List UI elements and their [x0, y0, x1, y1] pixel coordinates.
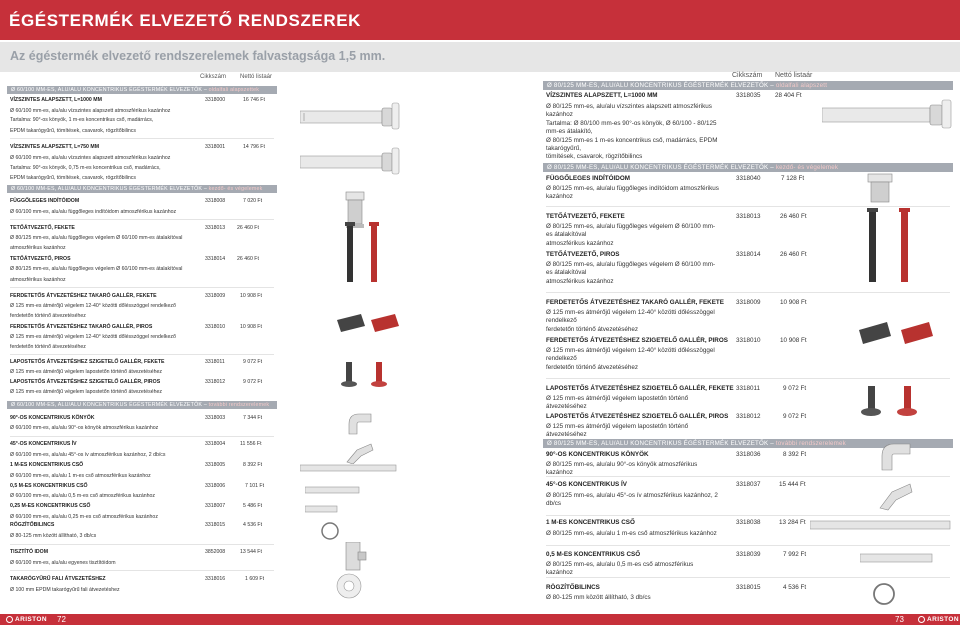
- clamp-image: [320, 520, 340, 542]
- product-code: 3318012: [205, 379, 226, 385]
- product-code: 3318015: [205, 522, 226, 528]
- product-description: tömítések, csavarok, rögzítőbilincs: [546, 153, 643, 160]
- row-divider: [10, 544, 274, 545]
- page-number-left: 72: [57, 615, 66, 624]
- clamp-image: [870, 580, 898, 608]
- product-code: 3318013: [205, 225, 226, 231]
- product-name: 45°-OS KONCENTRIKUS ÍV: [10, 441, 77, 447]
- row-divider: [10, 138, 274, 139]
- product-description: Ø 60/100 mm-es, alu/alu vízszintes alapszett atmoszférikus kazánhoz: [10, 108, 171, 114]
- product-code: 3318001: [205, 144, 226, 150]
- product-description: atmoszférikus kazánhoz: [10, 245, 66, 251]
- pipe-0-5m-image: [860, 553, 940, 563]
- product-price: 4 536 Ft: [243, 522, 263, 528]
- roof-terminal-image: [855, 208, 935, 286]
- product-description: Ø 80/125 mm-es, alu/alu függőleges végelem Ø 60/100 mm-es átalakítóval: [546, 223, 716, 238]
- product-description: Ø 125 mm-es átmérőjű végelem lapostetőn történő átvezetéséhez: [10, 389, 162, 395]
- product-description: Ø 80/125 mm-es, alu/alu függőleges végelem Ø 60/100 mm-es átalakítóval: [10, 235, 183, 241]
- product-price: 9 072 Ft: [783, 385, 807, 392]
- product-name: FÜGGŐLEGES INDÍTÓIDOM: [10, 198, 80, 204]
- product-description: Ø 80/125 mm-es 1 m-es koncentrikus cső, madárrács, EPDM takarógyűrű,: [546, 137, 718, 152]
- product-price: 14 796 Ft: [243, 144, 265, 150]
- product-name: 90°-OS KONCENTRIKUS KÖNYÖK: [10, 415, 95, 421]
- product-price: 13 544 Ft: [240, 549, 262, 555]
- roof-terminal-image: [335, 222, 405, 286]
- product-price: 4 536 Ft: [783, 584, 807, 591]
- product-price: 26 460 Ft: [780, 213, 807, 220]
- product-name: FERDETETŐS ÁTVEZETÉSHEZ TAKARÓ GALLÉR, PIROS: [10, 324, 153, 330]
- category-header: Ø 60/100 MM-ES, ALU/ALU KONCENTRIKUS ÉGÉSTERMÉK ELVEZETŐK – kezdő- és végelemek: [7, 185, 277, 193]
- product-description: Ø 125 mm-es átmérőjű végelem 12-40° közötti dőlésszöggel rendelkező: [10, 334, 176, 340]
- roof-collar-image: [855, 296, 945, 366]
- product-description: Ø 60/100 mm-es, alu/alu 0,5 m-es cső atmoszférikus kazánhoz: [10, 493, 156, 499]
- row-divider: [546, 545, 950, 546]
- product-price: 15 444 Ft: [779, 481, 806, 488]
- row-divider: [10, 219, 274, 220]
- product-name: TAKARÓGYŰRŰ FALI ÁTVEZETÉSHEZ: [10, 576, 106, 582]
- product-name: LAPOSTETŐS ÁTVEZETÉSHEZ SZIGETELŐ GALLÉR, FEKETE: [10, 359, 165, 365]
- product-description: ferdetetőn történő átvezetéséhez: [546, 364, 639, 371]
- product-price: 7 992 Ft: [783, 551, 807, 558]
- wall-rosette-image: [335, 572, 365, 602]
- product-description: atmoszférikus kazánhoz: [546, 240, 614, 247]
- product-code: 3318012: [736, 413, 761, 420]
- product-price: 9 072 Ft: [243, 359, 263, 365]
- product-price: 13 284 Ft: [779, 519, 806, 526]
- product-price: 26 460 Ft: [780, 251, 807, 258]
- product-description: Ø 60/100 mm-es, alu/alu 90°-os könyök atmoszférikus kazánhoz: [10, 425, 159, 431]
- product-description: Ø 125 mm-es átmérőjű végelem 12-40° közötti dőlésszöggel rendelkező: [546, 347, 715, 362]
- product-description: Ø 125 mm-es átmérőjű végelem 12-40° közötti dőlésszöggel rendelkező: [546, 309, 715, 324]
- product-name: FERDETETŐS ÁTVEZETÉSHEZ TAKARÓ GALLÉR, FEKETE: [10, 293, 157, 299]
- brand-mark-icon: [918, 616, 925, 623]
- product-name: VÍZSZINTES ALAPSZETT, L=1000 MM: [546, 92, 658, 99]
- product-code: 3318000: [205, 97, 226, 103]
- product-code: 3318039: [736, 551, 761, 558]
- product-name: FERDETETŐS ÁTVEZETÉSHEZ TAKARÓ GALLÉR, FEKETE: [546, 299, 724, 306]
- product-description: Ø 60/100 mm-es, alu/alu egyenes tisztítóidom: [10, 560, 116, 566]
- product-price: 9 072 Ft: [243, 379, 263, 385]
- column-header-code: Cikkszám: [732, 72, 763, 79]
- product-name: VÍZSZINTES ALAPSZETT, L=750 MM: [10, 144, 100, 150]
- product-description: Tartalma: Ø 80/100 mm-es 90°-os könyök, Ø 60/100 - 80/125 mm-es átalakító,: [546, 120, 717, 135]
- row-divider: [10, 436, 274, 437]
- page-subtitle: Az égéstermék elvezető rendszerelemek falvastagsága 1,5 mm.: [10, 49, 386, 63]
- product-description: Ø 60/100 mm-es, alu/alu függőleges indítóidom atmoszférikus kazánhoz: [10, 209, 177, 215]
- product-name: TISZTÍTÓ IDOM: [10, 549, 49, 555]
- product-code: 3318014: [205, 256, 226, 262]
- product-code: 3318008: [205, 198, 226, 204]
- pipe-1m-image: [300, 464, 400, 472]
- pipe-0-25m-image: [305, 505, 345, 513]
- product-code: 3318015: [736, 584, 761, 591]
- product-code: 3318016: [205, 576, 226, 582]
- product-name: TETŐÁTVEZETŐ, FEKETE: [10, 225, 75, 231]
- product-description: Ø 80/125 mm-es, alu/alu függőleges végelem Ø 60/100 mm-es átalakítóval: [10, 266, 183, 272]
- product-name: RÖGZÍTŐBILINCS: [546, 584, 600, 591]
- product-price: 26 460 Ft: [237, 225, 259, 231]
- roof-collar-image: [335, 290, 405, 350]
- page-title: ÉGÉSTERMÉK ELVEZETŐ RENDSZEREK: [9, 11, 362, 30]
- category-header: Ø 60/100 MM-ES, ALU/ALU KONCENTRIKUS ÉGÉSTERMÉK ELVEZETŐK – további rendszerelemek: [7, 401, 277, 409]
- product-code: 3318004: [205, 441, 226, 447]
- product-code: 3318013: [736, 213, 761, 220]
- pipe-0-5m-image: [305, 486, 365, 494]
- product-price: 26 460 Ft: [237, 256, 259, 262]
- product-name: 90°-OS KONCENTRIKUS KÖNYÖK: [546, 451, 649, 458]
- product-code: 3318040: [736, 175, 761, 182]
- elbow-90-image: [345, 410, 375, 440]
- row-divider: [546, 378, 950, 379]
- product-code: 3318010: [736, 337, 761, 344]
- product-name: 45°-OS KONCENTRIKUS ÍV: [546, 481, 627, 488]
- product-name: LAPOSTETŐS ÁTVEZETÉSHEZ SZIGETELŐ GALLÉR, PIROS: [10, 379, 161, 385]
- product-code: 3318014: [736, 251, 761, 258]
- product-price: 7 128 Ft: [781, 175, 805, 182]
- product-price: 7 344 Ft: [243, 415, 263, 421]
- product-price: 10 908 Ft: [780, 337, 807, 344]
- flat-roof-collar-image: [860, 382, 930, 430]
- brand-logo: ARISTON: [6, 615, 47, 624]
- row-divider: [546, 292, 950, 293]
- row-divider: [546, 577, 950, 578]
- product-name: 1 M-ES KONCENTRIKUS CSŐ: [10, 462, 84, 468]
- product-price: 7 020 Ft: [243, 198, 263, 204]
- product-description: Ø 80/125 mm-es, alu/alu függőleges végelem Ø 60/100 mm-es átalakítóval: [546, 261, 716, 276]
- product-description: Tartalma: 90°-os könyök, 1 m-es koncentrikus cső, madárrács,: [10, 117, 154, 123]
- product-name: LAPOSTETŐS ÁTVEZETÉSHEZ SZIGETELŐ GALLÉR, PIROS: [546, 413, 729, 420]
- product-name: 1 M-ES KONCENTRIKUS CSŐ: [546, 519, 635, 526]
- product-description: atmoszférikus kazánhoz: [546, 278, 614, 285]
- row-divider: [546, 515, 950, 516]
- product-price: 28 404 Ft: [775, 92, 802, 99]
- product-description: Ø 80/125 mm-es, alu/alu 45°-os ív atmoszférikus kazánhoz, 2 db/cs: [546, 492, 718, 507]
- product-code: 3318003: [205, 415, 226, 421]
- product-price: 8 392 Ft: [783, 451, 807, 458]
- product-description: Ø 80/125 mm-es, alu/alu vízszintes alapszett atmoszférikus kazánhoz: [546, 103, 712, 118]
- category-header: Ø 80/125 MM-ES, ALU/ALU KONCENTRIKUS ÉGÉSTERMÉK ELVEZETŐK – további rendszerelemek: [543, 439, 953, 448]
- product-price: 10 908 Ft: [240, 293, 262, 299]
- row-divider: [546, 206, 950, 207]
- brand-logo: ARISTON: [918, 615, 959, 624]
- product-description: Ø 80/125 mm-es, alu/alu 0,5 m-es cső atmoszférikus kazánhoz: [546, 561, 694, 576]
- product-name: VÍZSZINTES ALAPSZETT, L=1000 MM: [10, 97, 102, 103]
- product-price: 9 072 Ft: [783, 413, 807, 420]
- product-description: Ø 125 mm-es átmérőjű végelem lapostetőn történő átvezetéséhez: [10, 369, 162, 375]
- brand-mark-icon: [6, 616, 13, 623]
- column-header-price: Nettó listaár: [775, 72, 813, 79]
- product-price: 5 486 Ft: [243, 503, 263, 509]
- product-price: 1 609 Ft: [245, 576, 265, 582]
- product-description: ferdetetőn történő átvezetéséhez: [10, 344, 86, 350]
- category-header: Ø 60/100 MM-ES, ALU/ALU KONCENTRIKUS ÉGÉSTERMÉK ELVEZETŐK – oldalfali alapszettek: [7, 86, 277, 94]
- product-description: Ø 60/100 mm-es, alu/alu 0,25 m-es cső atmoszférikus kazánhoz: [10, 514, 158, 520]
- product-description: Ø 60/100 mm-es, alu/alu 45°-os ív atmoszférikus kazánhoz, 2 db/cs: [10, 452, 166, 458]
- product-name: RÖGZÍTŐBILINCS: [10, 522, 55, 528]
- product-price: 11 556 Ft: [240, 441, 262, 447]
- subtitle-bar: [0, 42, 960, 72]
- product-code: 3318005: [205, 462, 226, 468]
- product-code: 3318036: [736, 451, 761, 458]
- product-name: LAPOSTETŐS ÁTVEZETÉSHEZ SZIGETELŐ GALLÉR, FEKETE: [546, 385, 734, 392]
- product-code: 3852008: [205, 549, 226, 555]
- category-header: Ø 80/125 MM-ES, ALU/ALU KONCENTRIKUS ÉGÉSTERMÉK ELVEZETŐK – oldalfali alapszett: [543, 81, 953, 90]
- row-divider: [10, 354, 274, 355]
- product-code: 3318010: [205, 324, 226, 330]
- product-description: Ø 125 mm-es átmérőjű végelem 12-40° közötti dőlésszöggel rendelkező: [10, 303, 176, 309]
- product-description: Ø 80/125 mm-es, alu/alu 90°-os könyök atmoszférikus kazánhoz: [546, 461, 698, 476]
- footer-bar: [0, 614, 960, 625]
- product-name: 0,25 M-ES KONCENTRIKUS CSŐ: [10, 503, 91, 509]
- product-name: FERDETETŐS ÁTVEZETÉSHEZ SZIGETELŐ GALLÉR, PIROS: [546, 337, 728, 344]
- product-description: atmoszférikus kazánhoz: [10, 277, 66, 283]
- product-code: 3318037: [736, 481, 761, 488]
- product-code: 3318011: [205, 359, 225, 365]
- product-name: 0,5 M-ES KONCENTRIKUS CSŐ: [546, 551, 641, 558]
- product-description: Tartalma: 90°-os könyök, 0,75 m-es koncentrikus cső, madárrács,: [10, 165, 161, 171]
- bend-45-image: [345, 440, 375, 464]
- cleaning-piece-image: [340, 542, 370, 572]
- product-description: Ø 80/125 mm-es, alu/alu függőleges indítóidom atmoszférikus kazánhoz: [546, 185, 719, 200]
- title-bar: [0, 0, 960, 40]
- column-header-code: Cikkszám: [200, 74, 227, 80]
- product-description: EPDM takarógyűrű, tömítések, csavarok, rögzítőbilincs: [10, 128, 136, 134]
- product-code: 3318009: [205, 293, 226, 299]
- product-price: 10 908 Ft: [780, 299, 807, 306]
- product-description: Ø 125 mm-es átmérőjű végelem lapostetőn történő átvezetéséhez: [546, 395, 689, 410]
- product-price: 10 908 Ft: [240, 324, 262, 330]
- product-code: 3318035: [736, 92, 761, 99]
- row-divider: [10, 570, 274, 571]
- product-description: Ø 125 mm-es átmérőjű végelem lapostetőn történő átvezetéséhez: [546, 423, 689, 438]
- product-description: Ø 80/125 mm-es, alu/alu 1 m-es cső atmoszférikus kazánhoz: [546, 530, 717, 537]
- product-description: ferdetetőn történő átvezetéséhez: [546, 326, 639, 333]
- product-price: 16 746 Ft: [243, 97, 265, 103]
- pipe-1m-image: [810, 520, 955, 530]
- horizontal-flue-kit-image: [300, 95, 400, 135]
- product-description: ferdetetőn történő átvezetéséhez: [10, 313, 86, 319]
- row-divider: [546, 476, 950, 477]
- product-name: TETŐÁTVEZETŐ, PIROS: [546, 251, 620, 258]
- product-code: 3318009: [736, 299, 761, 306]
- product-code: 3318006: [205, 483, 226, 489]
- product-price: 8 392 Ft: [243, 462, 263, 468]
- horizontal-flue-kit-image: [822, 96, 957, 132]
- product-code: 3318011: [736, 385, 761, 392]
- product-code: 3318007: [205, 503, 226, 509]
- product-price: 7 101 Ft: [245, 483, 265, 489]
- product-name: TETŐÁTVEZETŐ, FEKETE: [546, 213, 625, 220]
- flat-roof-collar-image: [340, 358, 400, 398]
- product-description: Ø 60/100 mm-es, alu/alu 1 m-es cső atmoszférikus kazánhoz: [10, 473, 151, 479]
- column-header-price: Nettó listaár: [240, 74, 273, 80]
- row-divider: [10, 287, 274, 288]
- category-header: Ø 80/125 MM-ES, ALU/ALU KONCENTRIKUS ÉGÉSTERMÉK ELVEZETŐK – kezdő- és végelemek: [543, 163, 953, 172]
- bend-45-image: [878, 478, 914, 512]
- product-description: Ø 100 mm EPDM takarógyűrű fali átvezetéshez: [10, 587, 120, 593]
- product-name: 0,5 M-ES KONCENTRIKUS CSŐ: [10, 483, 88, 489]
- product-description: Ø 80-125 mm között állítható, 3 db/cs: [546, 594, 651, 601]
- elbow-90-image: [878, 440, 914, 476]
- product-description: Ø 60/100 mm-es, alu/alu vízszintes alapszett atmoszférikus kazánhoz: [10, 155, 171, 161]
- horizontal-flue-kit-image: [300, 142, 400, 178]
- product-description: EPDM takarógyűrű, tömítések, csavarok, rögzítőbilincs: [10, 175, 136, 181]
- product-name: TETŐÁTVEZETŐ, PIROS: [10, 256, 71, 262]
- product-code: 3318038: [736, 519, 761, 526]
- product-name: FÜGGŐLEGES INDÍTÓIDOM: [546, 175, 630, 182]
- vertical-adapter-image: [860, 172, 900, 206]
- page-number-right: 73: [895, 615, 904, 624]
- product-description: Ø 80-125 mm között állítható, 3 db/cs: [10, 533, 97, 539]
